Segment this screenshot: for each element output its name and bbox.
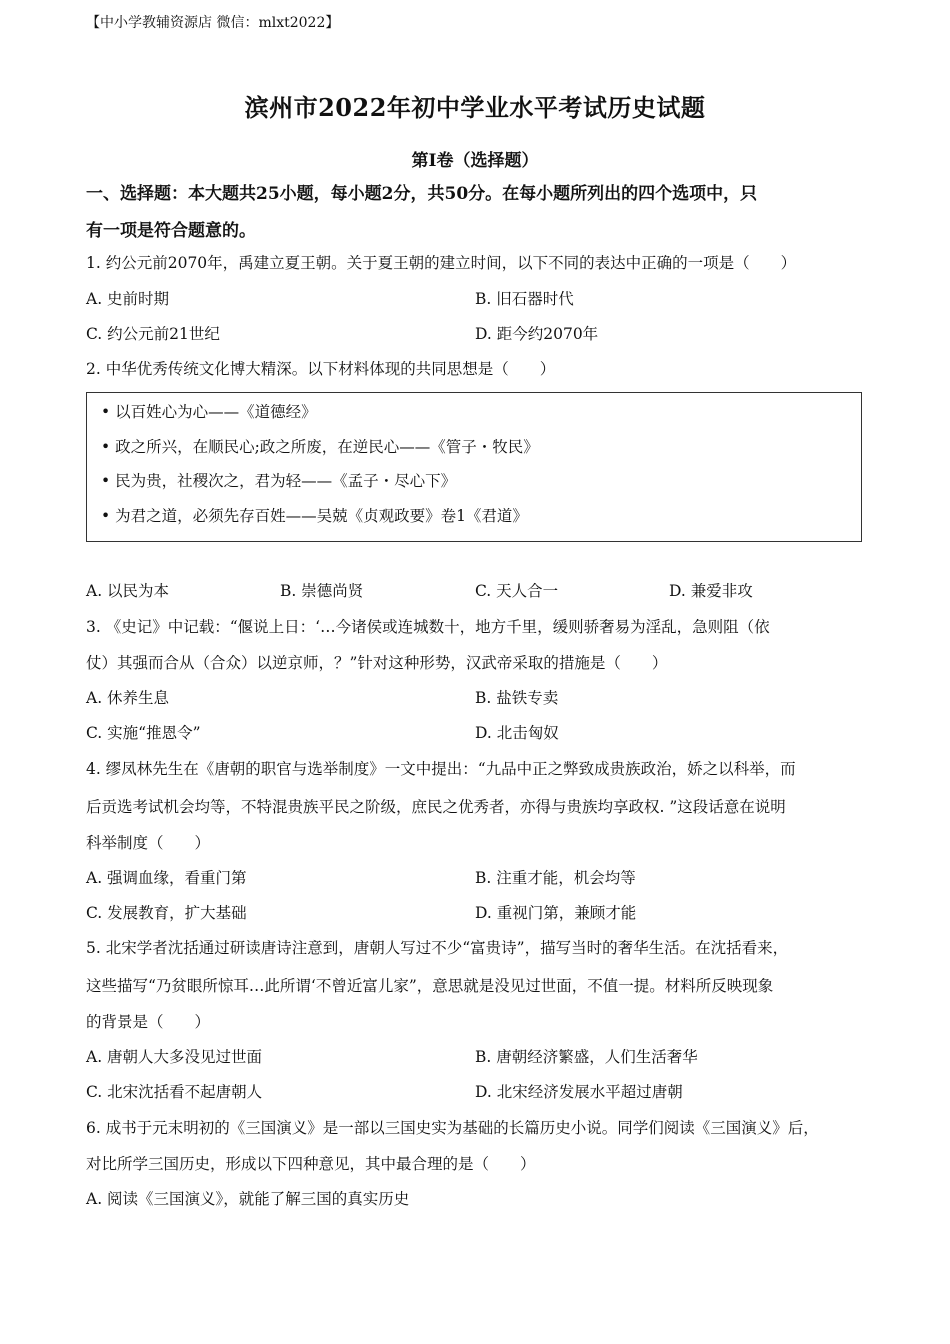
q3-stem-line2: 仗）其强而合从（合众）以逆京师，？”针对这种形势，汉武帝采取的措施是（ ） <box>86 654 668 672</box>
q3-option-d: D. 北击匈奴 <box>475 724 559 742</box>
q2-material-item: • 为君之道，必须先存百姓——吴兢《贞观政要》卷1《君道》 <box>101 507 528 525</box>
q5-stem-line1: 5. 北宋学者沈括通过研读唐诗注意到，唐朝人写过不少“富贵诗”，描写当时的奢华生活。在沈括看来， <box>86 939 789 957</box>
q5-option-c: C. 北宋沈括看不起唐朝人 <box>86 1083 263 1101</box>
q1-option-c: C. 约公元前21世纪 <box>86 325 220 343</box>
q3-option-c: C. 实施“推恩令” <box>86 724 201 742</box>
q1-stem: 1. 约公元前2070年，禹建立夏王朝。关于夏王朝的建立时间，以下不同的表达中正确的一项是（ ） <box>86 254 797 272</box>
q2-option-d: D. 兼爱非攻 <box>669 582 753 600</box>
q5-option-d: D. 北宋经济发展水平超过唐朝 <box>475 1083 683 1101</box>
q2-material-item: • 政之所兴，在顺民心;政之所废，在逆民心——《管子・牧民》 <box>101 438 539 456</box>
section-heading-line2: 有一项是符合题意的。 <box>86 221 256 241</box>
q2-option-a: A. 以民为本 <box>86 582 170 600</box>
q3-option-b: B. 盐铁专卖 <box>475 689 559 707</box>
q6-stem-line2: 对比所学三国历史，形成以下四种意见，其中最合理的是（ ） <box>86 1155 536 1173</box>
q3-stem-line1: 3. 《史记》中记载：“偃说上日：‘…今诸侯或连城数十，地方千里，缓则骄奢易为淫乱，急则阻（依 <box>86 618 770 636</box>
q1-option-d: D. 距今约2070年 <box>475 325 599 343</box>
q3-option-a: A. 休养生息 <box>86 689 170 707</box>
q5-stem-line2: 这些描写“乃贫眼所惊耳…此所谓‘不曾近富儿家”，意思就是没见过世面，不值一提。材料所反映现象 <box>86 977 774 995</box>
q6-stem-line1: 6. 成书于元末明初的《三国演义》是一部以三国史实为基础的长篇历史小说。同学们阅读《三国演义》后， <box>86 1119 819 1137</box>
section-heading-line1: 一、选择题：本大题共25小题，每小题2分，共50分。在每小题所列出的四个选项中，只 <box>86 184 758 204</box>
section-heading <box>86 176 866 250</box>
q2-stem: 2. 中华优秀传统文化博大精深。以下材料体现的共同思想是（ ） <box>86 360 556 378</box>
q4-stem-line3: 科举制度（ ） <box>86 834 211 852</box>
q2-option-b: B. 崇德尚贤 <box>280 582 364 600</box>
q5-stem-line3: 的背景是（ ） <box>86 1013 211 1031</box>
q4-stem-line2: 后贡选考试机会均等，不特混贵族平民之阶级，庶民之优秀者，亦得与贵族均享政权. ”这段话意在说明 <box>86 798 786 816</box>
exam-title: 滨州市2022年初中学业水平考试历史试题 <box>244 93 706 122</box>
q1-option-a: A. 史前时期 <box>86 290 170 308</box>
q4-stem-line1: 4. 缪凤林先生在《唐朝的职官与选举制度》一文中提出：“九品中正之弊致成贵族政治，娇之以科举，而 <box>86 760 796 778</box>
q6-option-a: A. 阅读《三国演义》，就能了解三国的真实历史 <box>86 1190 410 1208</box>
q1-option-b: B. 旧石器时代 <box>475 290 574 308</box>
q2-material-item: • 民为贵，社稷次之，君为轻——《孟子・尽心下》 <box>101 472 457 490</box>
q4-option-b: B. 注重才能，机会均等 <box>475 869 636 887</box>
q5-option-a: A. 唐朝人大多没见过世面 <box>86 1048 263 1066</box>
q2-material-box <box>86 392 862 542</box>
page-header: 【中小学教辅资源店 微信：mlxt2022】 <box>86 15 340 31</box>
q4-option-a: A. 强调血缘，看重门第 <box>86 869 247 887</box>
q2-option-c: C. 天人合一 <box>475 582 559 600</box>
q4-option-d: D. 重视门第，兼顾才能 <box>475 904 637 922</box>
q4-option-c: C. 发展教育，扩大基础 <box>86 904 247 922</box>
exam-subtitle: 第Ⅰ卷（选择题） <box>411 151 539 171</box>
q2-material-item: • 以百姓心为心——《道德经》 <box>101 403 317 421</box>
q5-option-b: B. 唐朝经济繁盛，人们生活奢华 <box>475 1048 698 1066</box>
